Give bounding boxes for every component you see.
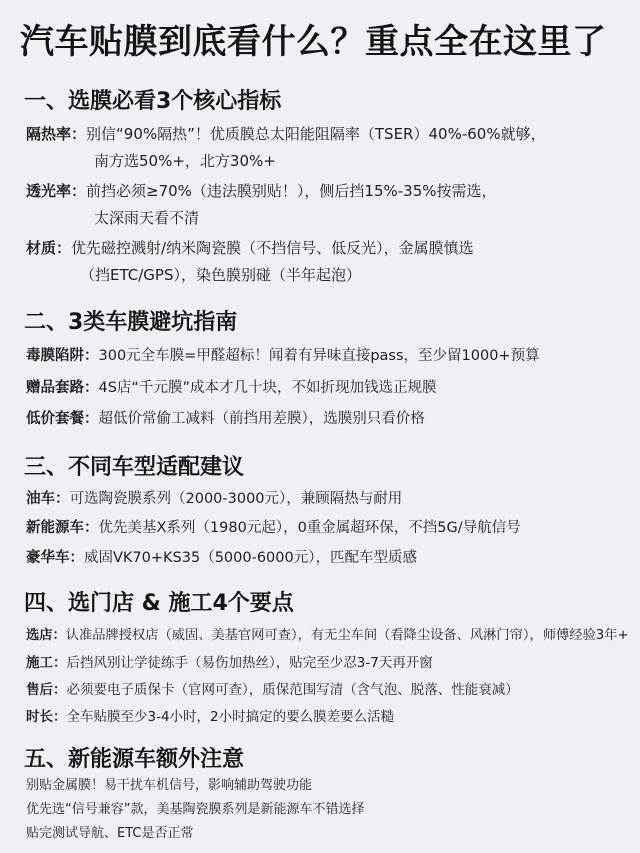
item-label: 隔热率： <box>26 125 87 143</box>
list-item <box>26 344 540 365</box>
item-label: 时长： <box>26 709 67 725</box>
list-item: 优先选“信号兼容”款，美基陶瓷膜系列是新能源车不错选择 <box>26 802 365 817</box>
list-item <box>26 180 497 201</box>
item-text: 超低价常偷工减料（前挡用差膜），选膜别只看价格 <box>98 411 425 427</box>
page-title: 汽车贴膜到底看什么？重点全在这里了 <box>20 22 607 62</box>
item-text: 前挡必须≥70%（违法膜别贴！），侧后挡15%-35%按需选， <box>86 182 497 200</box>
item-text: 别信“90%隔热”！优质膜总太阳能阻隔率（TSER）40%-60%就够， <box>86 125 546 143</box>
list-item <box>26 487 402 508</box>
item-text: 300元全车膜=甲醛超标！闻着有异味直接pass，至少留1000+预算 <box>98 348 540 364</box>
section-heading: 一、选膜必看3个核心指标 <box>24 89 282 114</box>
item-label: 施工： <box>26 655 67 671</box>
item-text: 认准品牌授权店（威固、美基官网可查），有无尘车间（看降尘设备、风淋门帘），师傅经验3年+ <box>65 628 629 643</box>
item-label: 豪华车： <box>26 550 84 566</box>
list-item <box>26 678 519 698</box>
list-item <box>26 705 394 725</box>
list-item: 别贴金属膜！易干扰车机信号，影响辅助驾驶功能 <box>26 778 313 793</box>
item-text: 全车贴膜至少3-4小时，2小时搞定的要么膜差要么活糙 <box>66 709 395 725</box>
item-label: 透光率： <box>26 182 87 200</box>
section-heading: 五、新能源车额外注意 <box>24 747 245 772</box>
item-text: 后挡风别让学徒练手（易伤加热丝），贴完至少忍3-7天再开窗 <box>66 655 433 671</box>
section-heading: 三、不同车型适配建议 <box>24 455 245 480</box>
item-continuation: （挡ETC/GPS），染色膜别碰（半年起泡） <box>80 266 361 284</box>
item-label: 新能源车： <box>26 520 99 536</box>
section-heading: 二、3类车膜避坑指南 <box>24 310 238 335</box>
item-continuation: 南方选50%+，北方30%+ <box>94 152 276 170</box>
list-item <box>26 651 433 671</box>
item-text: 可选陶瓷膜系列（2000-3000元），兼顾隔热与耐用 <box>69 491 403 507</box>
item-label: 售后： <box>26 682 67 698</box>
item-label: 材质： <box>26 239 72 257</box>
list-item <box>26 624 629 643</box>
list-item <box>26 546 417 567</box>
list-item <box>26 407 425 428</box>
item-text: 4S店“千元膜”成本才几十块，不如折现加钱选正规膜 <box>98 380 437 396</box>
item-text: 优先美基X系列（1980元起），0重金属超环保，不挡5G/导航信号 <box>98 520 521 536</box>
list-item <box>26 123 546 144</box>
item-text: 必须要电子质保卡（官网可查），质保范围写清（含气泡、脱落、性能衰减） <box>66 682 519 698</box>
item-label: 油车： <box>26 491 70 507</box>
item-label: 低价套餐： <box>26 411 99 427</box>
list-item <box>26 376 436 397</box>
item-label: 赠品套路： <box>26 380 99 396</box>
item-label: 毒膜陷阱： <box>26 348 99 364</box>
item-continuation: 太深雨天看不清 <box>94 209 200 227</box>
list-item: 贴完测试导航、ETC是否正常 <box>26 826 194 841</box>
section-heading: 四、选门店 & 施工4个要点 <box>24 591 294 616</box>
list-item <box>26 516 521 537</box>
item-label: 选店： <box>26 628 66 643</box>
list-item <box>26 237 474 258</box>
item-text: 优先磁控溅射/纳米陶瓷膜（不挡信号、低反光），金属膜慎选 <box>71 239 474 257</box>
item-text: 威固VK70+KS35（5000-6000元），匹配车型质感 <box>84 550 417 566</box>
